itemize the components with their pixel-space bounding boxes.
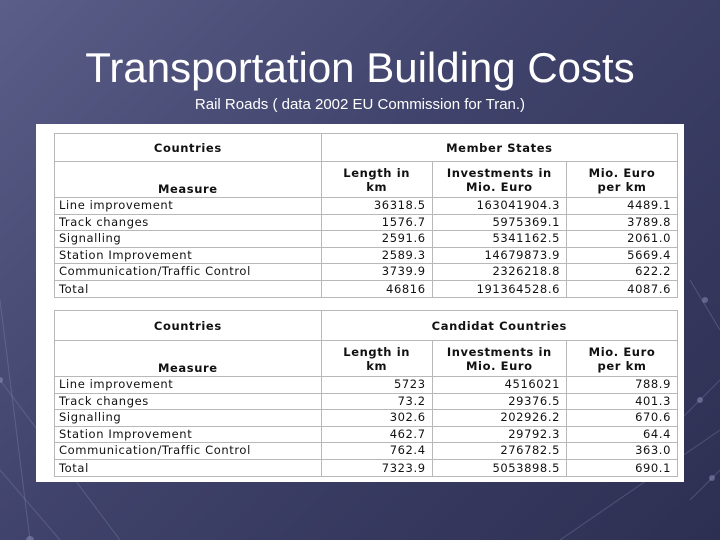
- per-km-header: Mio. Euro per km: [567, 341, 678, 377]
- length-header: Length in km: [321, 162, 432, 198]
- table-row: [55, 214, 678, 231]
- length-cell: 36318.5: [321, 198, 432, 215]
- investment-cell: 29376.5: [432, 393, 566, 410]
- total-length: 46816: [321, 280, 432, 297]
- investment-cell: 14679873.9: [432, 247, 566, 264]
- investment-cell: 276782.5: [432, 443, 566, 460]
- measure-cell: Station Improvement: [55, 247, 322, 264]
- per-km-cell: 2061.0: [567, 231, 678, 248]
- measure-cell: Communication/Traffic Control: [55, 443, 322, 460]
- table-subheader-row: [55, 341, 678, 377]
- investment-cell: 163041904.3: [432, 198, 566, 215]
- investment-header: Investments in Mio. Euro: [432, 162, 566, 198]
- measure-cell: Communication/Traffic Control: [55, 264, 322, 281]
- per-km-cell: 4489.1: [567, 198, 678, 215]
- table-row: [55, 264, 678, 281]
- table-row: [55, 443, 678, 460]
- investment-cell: 5341162.5: [432, 231, 566, 248]
- measure-cell: Track changes: [55, 393, 322, 410]
- investment-cell: 4516021: [432, 377, 566, 394]
- per-km-cell: 3789.8: [567, 214, 678, 231]
- group-header: Candidat Countries: [321, 311, 677, 341]
- table-header-row: [55, 134, 678, 162]
- table-subheader-row: [55, 162, 678, 198]
- total-row: [55, 459, 678, 476]
- total-label: Total: [55, 280, 322, 297]
- length-cell: 1576.7: [321, 214, 432, 231]
- length-cell: 2591.6: [321, 231, 432, 248]
- measure-cell: Track changes: [55, 214, 322, 231]
- candidate-countries-table: [54, 310, 678, 477]
- table-row: [55, 198, 678, 215]
- length-cell: 302.6: [321, 410, 432, 427]
- investment-cell: 202926.2: [432, 410, 566, 427]
- total-per-km: 690.1: [567, 459, 678, 476]
- measure-cell: Line improvement: [55, 198, 322, 215]
- length-header: Length in km: [321, 341, 432, 377]
- per-km-cell: 401.3: [567, 393, 678, 410]
- total-investment: 191364528.6: [432, 280, 566, 297]
- member-states-table: [54, 133, 678, 298]
- length-cell: 762.4: [321, 443, 432, 460]
- table-row: [55, 231, 678, 248]
- total-per-km: 4087.6: [567, 280, 678, 297]
- slide-title: Transportation Building Costs: [85, 44, 635, 91]
- length-cell: 462.7: [321, 426, 432, 443]
- investment-cell: 5975369.1: [432, 214, 566, 231]
- table-row: [55, 377, 678, 394]
- countries-header: Countries: [55, 134, 322, 162]
- table-row: [55, 247, 678, 264]
- total-investment: 5053898.5: [432, 459, 566, 476]
- table-row: [55, 410, 678, 427]
- length-cell: 3739.9: [321, 264, 432, 281]
- per-km-cell: 788.9: [567, 377, 678, 394]
- measure-cell: Signalling: [55, 231, 322, 248]
- per-km-cell: 670.6: [567, 410, 678, 427]
- investment-cell: 2326218.8: [432, 264, 566, 281]
- per-km-header: Mio. Euro per km: [567, 162, 678, 198]
- per-km-cell: 622.2: [567, 264, 678, 281]
- measure-header: Measure: [55, 162, 322, 198]
- length-cell: 73.2: [321, 393, 432, 410]
- investment-cell: 29792.3: [432, 426, 566, 443]
- measure-cell: Line improvement: [55, 377, 322, 394]
- total-length: 7323.9: [321, 459, 432, 476]
- measure-cell: Station Improvement: [55, 426, 322, 443]
- table-row: [55, 393, 678, 410]
- slide-subtitle: Rail Roads ( data 2002 EU Commission for Tran.): [194, 96, 526, 113]
- countries-header: Countries: [55, 311, 322, 341]
- per-km-cell: 5669.4: [567, 247, 678, 264]
- length-cell: 5723: [321, 377, 432, 394]
- total-row: [55, 280, 678, 297]
- measure-header: Measure: [55, 341, 322, 377]
- per-km-cell: 64.4: [567, 426, 678, 443]
- per-km-cell: 363.0: [567, 443, 678, 460]
- total-label: Total: [55, 459, 322, 476]
- tables-panel: [36, 124, 684, 482]
- measure-cell: Signalling: [55, 410, 322, 427]
- investment-header: Investments in Mio. Euro: [432, 341, 566, 377]
- group-header: Member States: [321, 134, 677, 162]
- length-cell: 2589.3: [321, 247, 432, 264]
- table-row: [55, 426, 678, 443]
- table-header-row: [55, 311, 678, 341]
